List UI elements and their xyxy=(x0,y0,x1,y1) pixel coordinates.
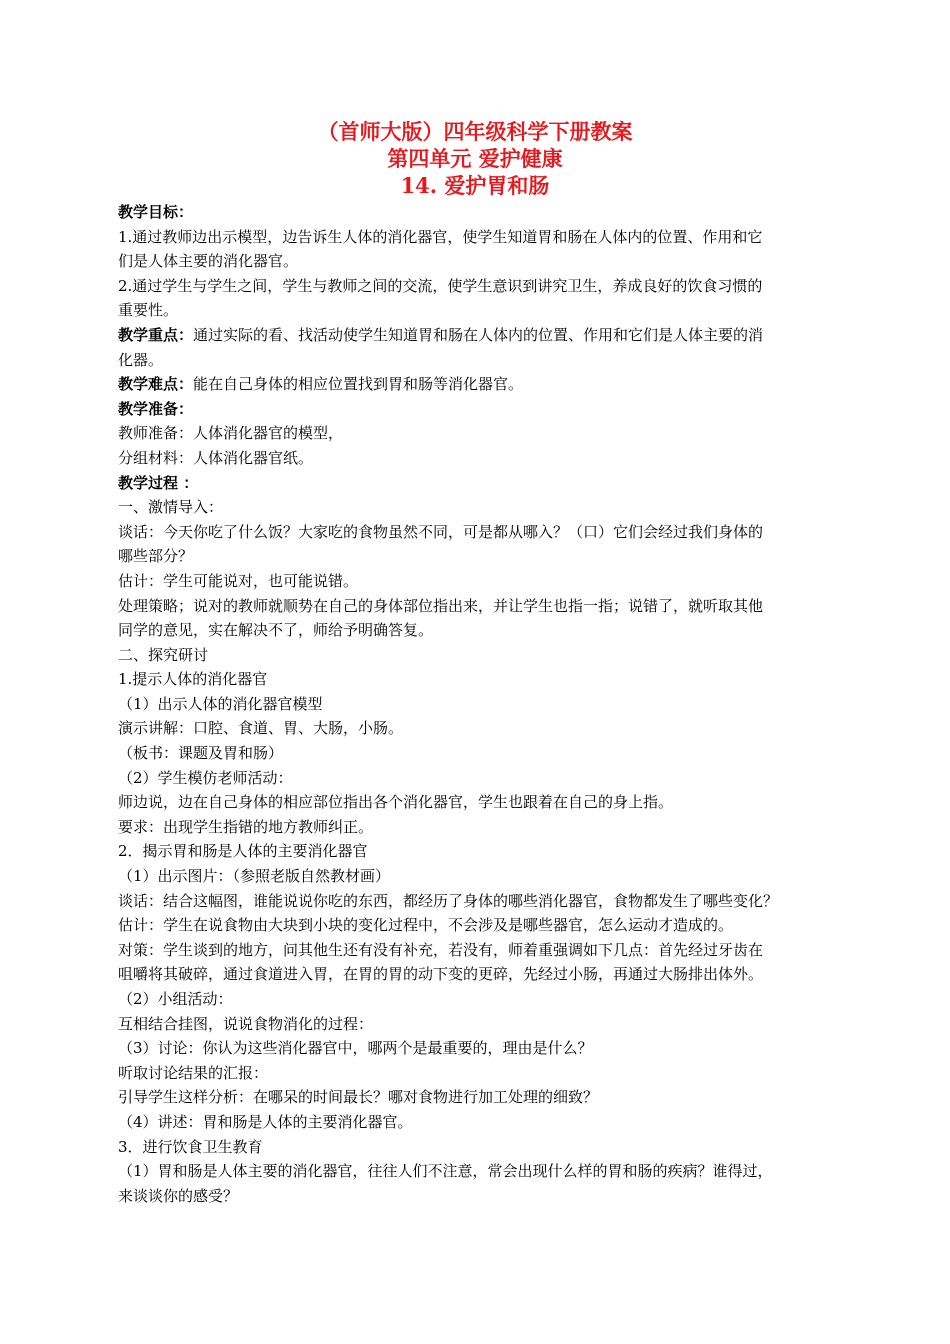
text-line xyxy=(118,520,848,545)
line-text: 分组材料：人体消化器官纸。 xyxy=(118,448,314,467)
text-line xyxy=(118,667,848,692)
line-text: 互相结合挂图，说说食物消化的过程： xyxy=(118,1014,374,1033)
line-text: （2）小组活动： xyxy=(118,990,233,1008)
line-text: 要求：出现学生指错的地方教师纠正。 xyxy=(118,817,374,836)
text-line xyxy=(118,1110,848,1135)
line-text: 谈话：结合这幅图，谁能说说你吃的东西，都经历了身体的哪些消化器官，食物都发生了哪些变化？ xyxy=(118,891,779,910)
text-line xyxy=(118,249,848,274)
text-line xyxy=(118,1184,848,1209)
line-text: （1）出示人体的消化器官模型 xyxy=(118,694,323,713)
line-text: 教师准备：人体消化器官的模型， xyxy=(118,424,344,443)
text-line xyxy=(118,1085,848,1110)
text-line xyxy=(118,471,848,496)
text-line xyxy=(118,1135,848,1160)
line-text: 2.通过学生与学生之间，学生与教师之间的交流，使学生意识到讲究卫生，养成良好的饮食习惯的 xyxy=(118,276,763,295)
document-title: （首师大版）四年级科学下册教案 xyxy=(317,119,633,144)
text-line xyxy=(118,839,848,864)
text-line xyxy=(118,1159,848,1184)
text-line xyxy=(118,544,848,569)
line-text: 一、激情导入： xyxy=(118,498,224,517)
title-block xyxy=(0,118,950,199)
section-label: 教学过程 ： xyxy=(118,473,199,492)
section-label: 教学难点： xyxy=(118,375,194,394)
line-text: （3）讨论：你认为这些消化器官中，哪两个是最重要的，理由是什么？ xyxy=(118,1039,593,1058)
line-text: 处理策略；说对的教师就顺势在自己的身体部位指出来，并让学生也指一指；说错了，就听取其他 xyxy=(118,596,764,615)
line-text: （2）学生模仿老师活动： xyxy=(118,768,293,787)
lesson-content xyxy=(118,200,848,1208)
text-line xyxy=(118,348,848,373)
line-text: 师边说，边在自己身体的相应部位指出各个消化器官，学生也跟着在自己的身上指。 xyxy=(118,793,674,812)
line-text: 引导学生这样分析：在哪呆的时间最长？哪对食物进行加工处理的细致？ xyxy=(118,1088,599,1107)
text-line xyxy=(118,913,848,938)
text-line xyxy=(118,1012,848,1037)
line-text: （4）讲述：胃和肠是人体的主要消化器官。 xyxy=(118,1112,413,1131)
line-text: 估计：学生可能说对，也可能说错。 xyxy=(118,571,359,590)
line-text: 1.提示人体的消化器官 xyxy=(118,670,268,689)
text-line xyxy=(118,766,848,791)
text-line xyxy=(118,790,848,815)
line-text: 估计：学生在说食物由大块到小块的变化过程中，不会涉及是哪些器官，怎么运动才造成的。 xyxy=(118,916,734,935)
text-line xyxy=(118,495,848,520)
text-line xyxy=(118,815,848,840)
line-text: 二、探究研讨 xyxy=(118,645,209,664)
text-line xyxy=(118,397,848,422)
text-line xyxy=(118,594,848,619)
text-line xyxy=(118,323,848,348)
line-text: 3．进行饮食卫生教育 xyxy=(118,1137,263,1156)
text-line xyxy=(118,225,848,250)
text-line xyxy=(118,618,848,643)
text-line xyxy=(118,1061,848,1086)
line-text: 听取讨论结果的汇报： xyxy=(118,1063,269,1082)
text-line xyxy=(118,741,848,766)
line-text: 1.通过教师边出示模型，边告诉生人体的消化器官，使学生知道胃和肠在人体内的位置、作用和它 xyxy=(118,227,763,246)
text-line xyxy=(118,716,848,741)
line-text: 2．揭示胃和肠是人体的主要消化器官 xyxy=(118,842,368,861)
section-label: 教学目标： xyxy=(118,203,194,221)
text-line xyxy=(118,938,848,963)
line-text: 咀嚼将其破碎，通过食道进入胃，在胃的胃的动下变的更碎，先经过小肠，再通过大肠排出体外。 xyxy=(118,965,764,984)
text-line xyxy=(118,1036,848,1061)
line-text: 来谈谈你的感受？ xyxy=(118,1186,239,1205)
line-text: 对策：学生谈到的地方，问其他生还有没有补充，若没有，师着重强调如下几点：首先经过牙齿在 xyxy=(118,940,764,959)
line-text: （1）胃和肠是人体主要的消化器官，往往人们不注意，常会出现什么样的胃和肠的疾病？谁得过， xyxy=(118,1162,773,1181)
text-line xyxy=(118,274,848,299)
line-text: （1）出示图片：（参照老版自然教材画） xyxy=(118,867,391,886)
text-line xyxy=(118,372,848,397)
text-line xyxy=(118,962,848,987)
text-line xyxy=(118,987,848,1012)
line-text: 重要性。 xyxy=(118,301,179,320)
line-text: 们是人体主要的消化器官。 xyxy=(118,252,299,271)
text-line xyxy=(118,446,848,471)
text-line xyxy=(118,889,848,914)
line-text: 化器。 xyxy=(118,350,164,369)
lesson-title: 14. 爱护胃和肠 xyxy=(400,173,550,198)
text-line xyxy=(118,421,848,446)
line-text: 通过实际的看、找活动使学生知道胃和肠在人体内的位置、作用和它们是人体主要的消 xyxy=(193,325,764,344)
line-text: 谈话：今天你吃了什么饭？大家吃的食物虽然不同，可是都从哪入？（口）它们会经过我们身体的 xyxy=(118,522,764,541)
line-text: 演示讲解：口腔、食道、胃、大肠，小肠。 xyxy=(118,719,404,738)
text-line xyxy=(118,692,848,717)
text-line xyxy=(118,569,848,594)
line-text: 哪些部分？ xyxy=(118,547,194,566)
line-text: 能在自己身体的相应位置找到胃和肠等消化器官。 xyxy=(193,375,524,394)
line-text: 同学的意见，实在解决不了，师给予明确答复。 xyxy=(118,621,434,640)
section-label: 教学重点： xyxy=(118,325,194,344)
text-line xyxy=(118,643,848,668)
unit-title: 第四单元 爱护健康 xyxy=(387,146,563,171)
text-line xyxy=(118,298,848,323)
line-text: （板书：课题及胃和肠） xyxy=(118,744,284,763)
text-line xyxy=(118,864,848,889)
text-line xyxy=(118,200,848,225)
section-label: 教学准备： xyxy=(118,399,194,418)
